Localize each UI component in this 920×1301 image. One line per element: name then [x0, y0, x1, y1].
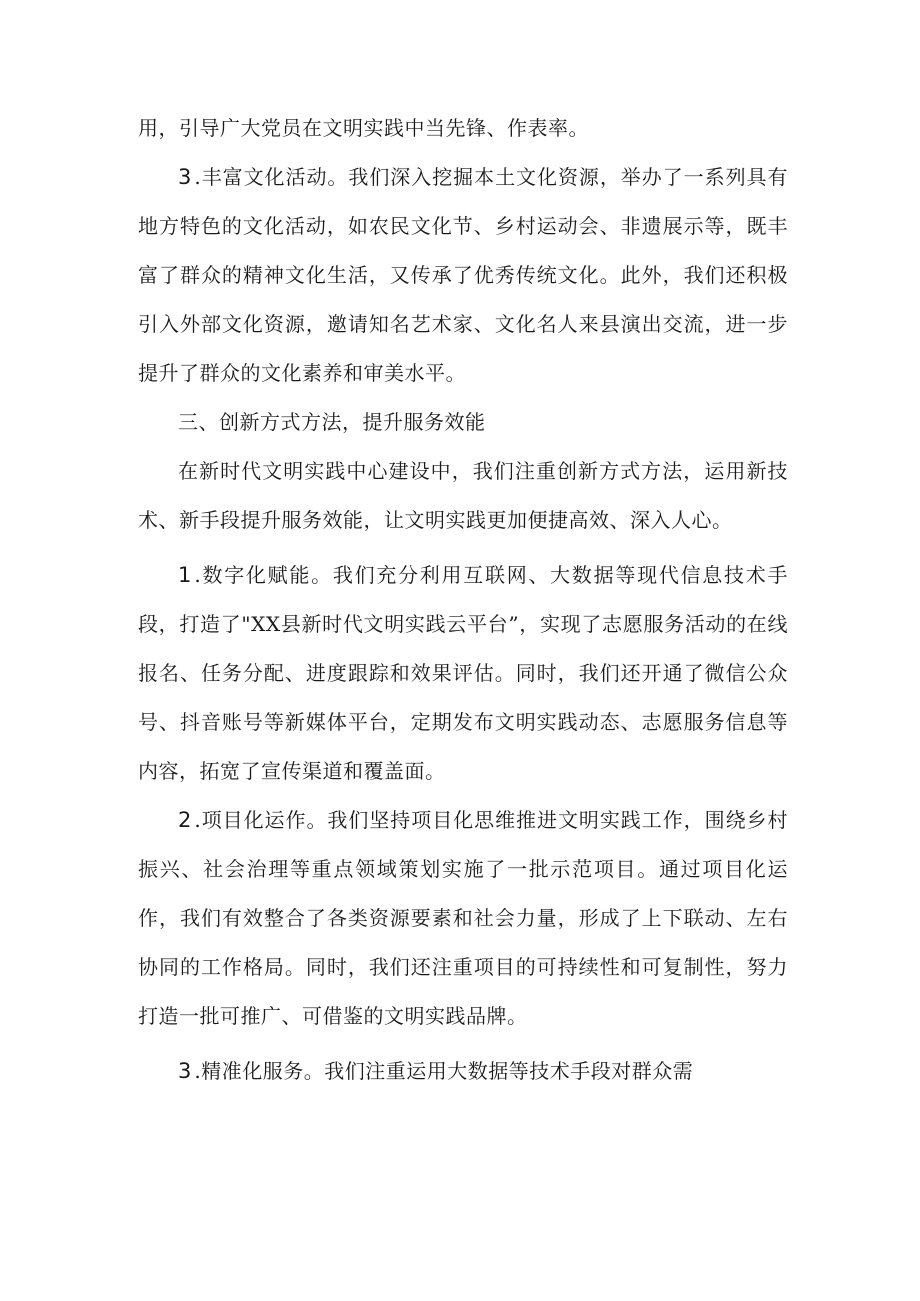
section-heading-text: 三、创新方式方法，提升服务效能 [178, 410, 486, 434]
paragraph-text: .丰富文化活动。我们深入挖掘本土文化资源，举办了一系列具有地方特色的文化活动，如农民文化节、乡村运动会、非遗展示等，既丰富了群众的精神文化生活，又传承了优秀传统文化。此外，我们还积极引入外部文化资源，邀请知名艺术家、文化名人来县演出交流，进一步提升了群众的文化素养和审美水平。 [138, 165, 788, 385]
paragraph-digital-empowerment [138, 551, 788, 796]
paragraph-text: 在新时代文明实践中心建设中，我们注重创新方式方法，运用新技术、新手段提升服务效能，让文明实践更加便捷高效、深入人心。 [138, 459, 788, 532]
paragraph-number: 2 [178, 808, 195, 832]
paragraph-text: .数字化赋能。我们充分利用互联网、大数据等现代信息技术手段，打造了"XX县新时代文明实践云平台”，实现了志愿服务活动的在线报名、任务分配、进度跟踪和效果评估。同时，我们还开通了微信公众号、抖音账号等新媒体平台，定期发布文明实践动态、志愿服务信息等内容，拓宽了宣传渠道和覆盖面。 [138, 563, 788, 783]
paragraph-text: .精准化服务。我们注重运用大数据等技术手段对群众需 [194, 1059, 694, 1083]
paragraph-number: 1 [178, 563, 195, 587]
paragraph-culture-activities [138, 153, 788, 398]
paragraph-project-operation [138, 796, 788, 1041]
paragraph-number: 3 [178, 1059, 195, 1083]
paragraph-section-intro [138, 447, 788, 545]
paragraph-precise-service [138, 1047, 788, 1096]
document-body [138, 104, 788, 1096]
paragraph-number: 3 [178, 165, 195, 189]
paragraph-text: 用，引导广大党员在文明实践中当先锋、作表率。 [138, 116, 589, 140]
section-heading [138, 398, 788, 447]
paragraph-text: .项目化运作。我们坚持项目化思维推进文明实践工作，围绕乡村振兴、社会治理等重点领域策划实施了一批示范项目。通过项目化运作，我们有效整合了各类资源要素和社会力量，形成了上下联动、左右协同的工作格局。同时，我们还注重项目的可持续性和可复制性，努力打造一批可推广、可借鉴的文明实践品牌。 [138, 808, 788, 1028]
paragraph-continuation [138, 104, 788, 153]
